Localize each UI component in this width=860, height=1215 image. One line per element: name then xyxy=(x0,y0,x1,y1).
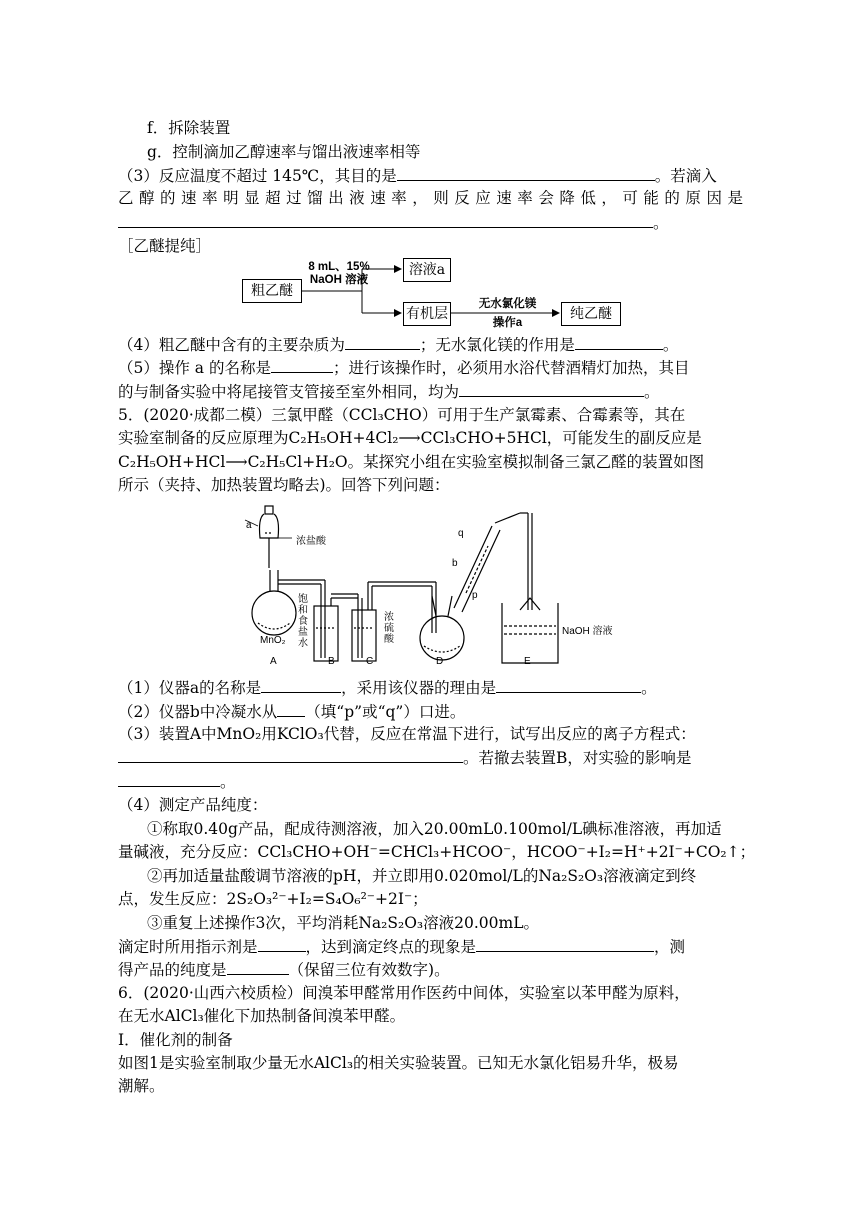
justified-char: 馏 xyxy=(307,189,323,207)
vertical-label-char: 水 xyxy=(298,638,308,649)
justified-char: 超 xyxy=(265,189,281,207)
apparatus-letter-c: C xyxy=(366,656,374,667)
justified-char: 则 xyxy=(433,189,449,207)
titration-question-line2: 得产品的纯度是 （保留三位有效数字)。 xyxy=(118,961,450,979)
apparatus-diagram xyxy=(240,498,620,673)
justified-char: 出 xyxy=(328,189,344,207)
justified-char: 可 xyxy=(622,189,638,207)
apparatus-letter-a: A xyxy=(270,656,277,667)
justified-char: 能 xyxy=(643,189,659,207)
box-solution-a: 溶液a xyxy=(403,258,451,282)
question-3-line2 xyxy=(118,188,743,208)
box-crude-ether: 粗乙醚 xyxy=(242,279,302,303)
vertical-label-char: 食 xyxy=(298,616,308,627)
justified-char: 率 xyxy=(517,189,533,207)
option-f: f．拆除装置 xyxy=(147,119,231,137)
step-3: ③重复上述操作3次，平均消耗Na₂S₂O₃溶液20.00mL。 xyxy=(147,914,539,932)
justified-char: 会 xyxy=(538,189,554,207)
label-p: p xyxy=(472,590,478,601)
justified-char: 速 xyxy=(370,189,386,207)
vertical-label-char: 浓 xyxy=(384,612,394,623)
justified-char: 速 xyxy=(181,189,197,207)
label-hcl: 浓盐酸 xyxy=(296,536,326,547)
apparatus-letter-e: E xyxy=(524,656,531,667)
justified-char: 的 xyxy=(160,189,176,207)
label-naoh: NaOH 溶液 xyxy=(562,626,613,637)
problem-6-line1: 6．(2020·山西六校质检）间溴苯甲醛常用作医药中间体，实验室以苯甲醛为原料， xyxy=(118,984,690,1002)
justified-char: 的 xyxy=(664,189,680,207)
reagent-mgcl2: 无水氯化镁 xyxy=(478,298,537,310)
justified-char: 液 xyxy=(349,189,365,207)
label-brine xyxy=(298,594,310,649)
box-organic-layer: 有机层 xyxy=(403,302,451,326)
purification-flowchart xyxy=(240,255,640,330)
apparatus-drawing xyxy=(240,498,620,673)
justified-char: 过 xyxy=(286,189,302,207)
problem-5-line4: 所示（夹持、加热装置均略去)。回答下列问题： xyxy=(118,476,450,494)
justified-char: 低 xyxy=(580,189,596,207)
justified-char: 明 xyxy=(223,189,239,207)
sub-question-4: （4）测定产品纯度： xyxy=(118,796,268,814)
vertical-label-char: 硫 xyxy=(384,623,394,634)
justified-char: 醇 xyxy=(139,189,155,207)
titration-question-line1: 滴定时所用指示剂是 ，达到滴定终点的现象是 ，测 xyxy=(118,938,686,956)
operation-a: 操作a xyxy=(492,317,523,329)
justified-char: 速 xyxy=(496,189,512,207)
step-2-line2: 点，发生反应：2S₂O₃²⁻+I₂=S₄O₆²⁻+2I⁻； xyxy=(118,890,428,908)
justified-char: 率 xyxy=(391,189,407,207)
reagent-naoh: 8 mL、15% NaOH 溶液 xyxy=(308,261,370,286)
justified-char: 降 xyxy=(559,189,575,207)
question-4: （4）粗乙醚中含有的主要杂质为 ；无水氯化镁的作用是 。 xyxy=(118,336,679,354)
step-1-line2: 量碱液，充分反应：CCl₃CHO+OH⁻=CHCl₃+HCOO⁻，HCOO⁻+I₂=H⁺+2I⁻+CO₂↑； xyxy=(118,843,756,861)
label-h2so4 xyxy=(384,612,396,645)
justified-char: 是 xyxy=(727,189,743,207)
vertical-label-char: 和 xyxy=(298,605,308,616)
justified-char: 反 xyxy=(454,189,470,207)
problem-6-line3: 如图1是实验室制取少量无水AlCl₃的相关实验装置。已知无水氯化铝易升华，极易 xyxy=(118,1054,679,1072)
sub-question-3-line3: 。 xyxy=(118,771,236,792)
justified-char: ， xyxy=(412,189,428,207)
problem-6-line2: 在无水AlCl₃催化下加热制备间溴苯甲醛。 xyxy=(118,1007,406,1025)
sub-question-2: （2）仪器b中冷凝水从 （填“p”或“q”）口进。 xyxy=(118,703,466,721)
question-3-line3: 。 xyxy=(118,212,669,233)
section-ether-purification: ［乙醚提纯］ xyxy=(118,237,212,255)
justified-char: 显 xyxy=(244,189,260,207)
vertical-label-char: 饱 xyxy=(298,594,308,605)
problem-5-line3: C₂H₅OH+HCl⟶C₂H₅Cl+H₂O。某探究小组在实验室模拟制备三氯乙醛的装置如图 xyxy=(118,453,705,471)
justified-char: 原 xyxy=(685,189,701,207)
justified-char: 率 xyxy=(202,189,218,207)
sub-question-3-line2: 。若撤去装置B，对实验的影响是 xyxy=(118,747,691,768)
label-a: a xyxy=(246,520,252,531)
step-2-line1: ②再加适量盐酸调节溶液的pH，并立即用0.020mol/L的Na₂S₂O₃溶液滴定到终 xyxy=(147,867,697,885)
apparatus-letter-b: B xyxy=(328,656,335,667)
box-pure-ether: 纯乙醚 xyxy=(561,302,621,326)
label-q: q xyxy=(458,528,464,539)
question-3-line1: （3）反应温度不超过 145℃，其目的是 。若滴入 xyxy=(118,167,717,185)
problem-5-line1: 5．(2020·成都二模）三氯甲醛（CCl₃CHO）可用于生产氯霉素、合霉素等，其在 xyxy=(118,406,686,424)
vertical-label-char: 酸 xyxy=(384,634,394,645)
justified-char: 乙 xyxy=(118,189,134,207)
justified-char: ， xyxy=(601,189,617,207)
label-mno2: MnO₂ xyxy=(260,635,286,646)
apparatus-letter-d: D xyxy=(436,656,444,667)
question-5-line1: （5）操作 a 的名称是 ；进行该操作时，必须用水浴代替酒精灯加热，其目 xyxy=(118,359,690,377)
problem-5-line2: 实验室制备的反应原理为C₂H₅OH+4Cl₂⟶CCl₃CHO+5HCl，可能发生的副反应是 xyxy=(118,429,702,447)
justified-char: 应 xyxy=(475,189,491,207)
step-1-line1: ①称取0.40g产品，配成待测溶液，加入20.00mL0.100mol/L碘标准溶液，再加适 xyxy=(147,820,722,838)
justified-char: 因 xyxy=(706,189,722,207)
option-g: g．控制滴加乙醇速率与馏出液速率相等 xyxy=(147,143,421,161)
sub-question-3-line1: （3）装置A中MnO₂用KClO₃代替，反应在常温下进行，试写出反应的离子方程式： xyxy=(118,725,696,743)
label-b: b xyxy=(452,558,458,569)
sub-question-1: （1）仪器a的名称是 ，采用该仪器的理由是 。 xyxy=(118,679,657,697)
vertical-label-char: 盐 xyxy=(298,627,308,638)
problem-6-line4: 潮解。 xyxy=(118,1077,165,1095)
catalyst-heading: Ⅰ．催化剂的制备 xyxy=(118,1031,233,1049)
question-5-line2: 的与制备实验中将尾接管支管接至室外相同，均为 。 xyxy=(118,383,660,401)
